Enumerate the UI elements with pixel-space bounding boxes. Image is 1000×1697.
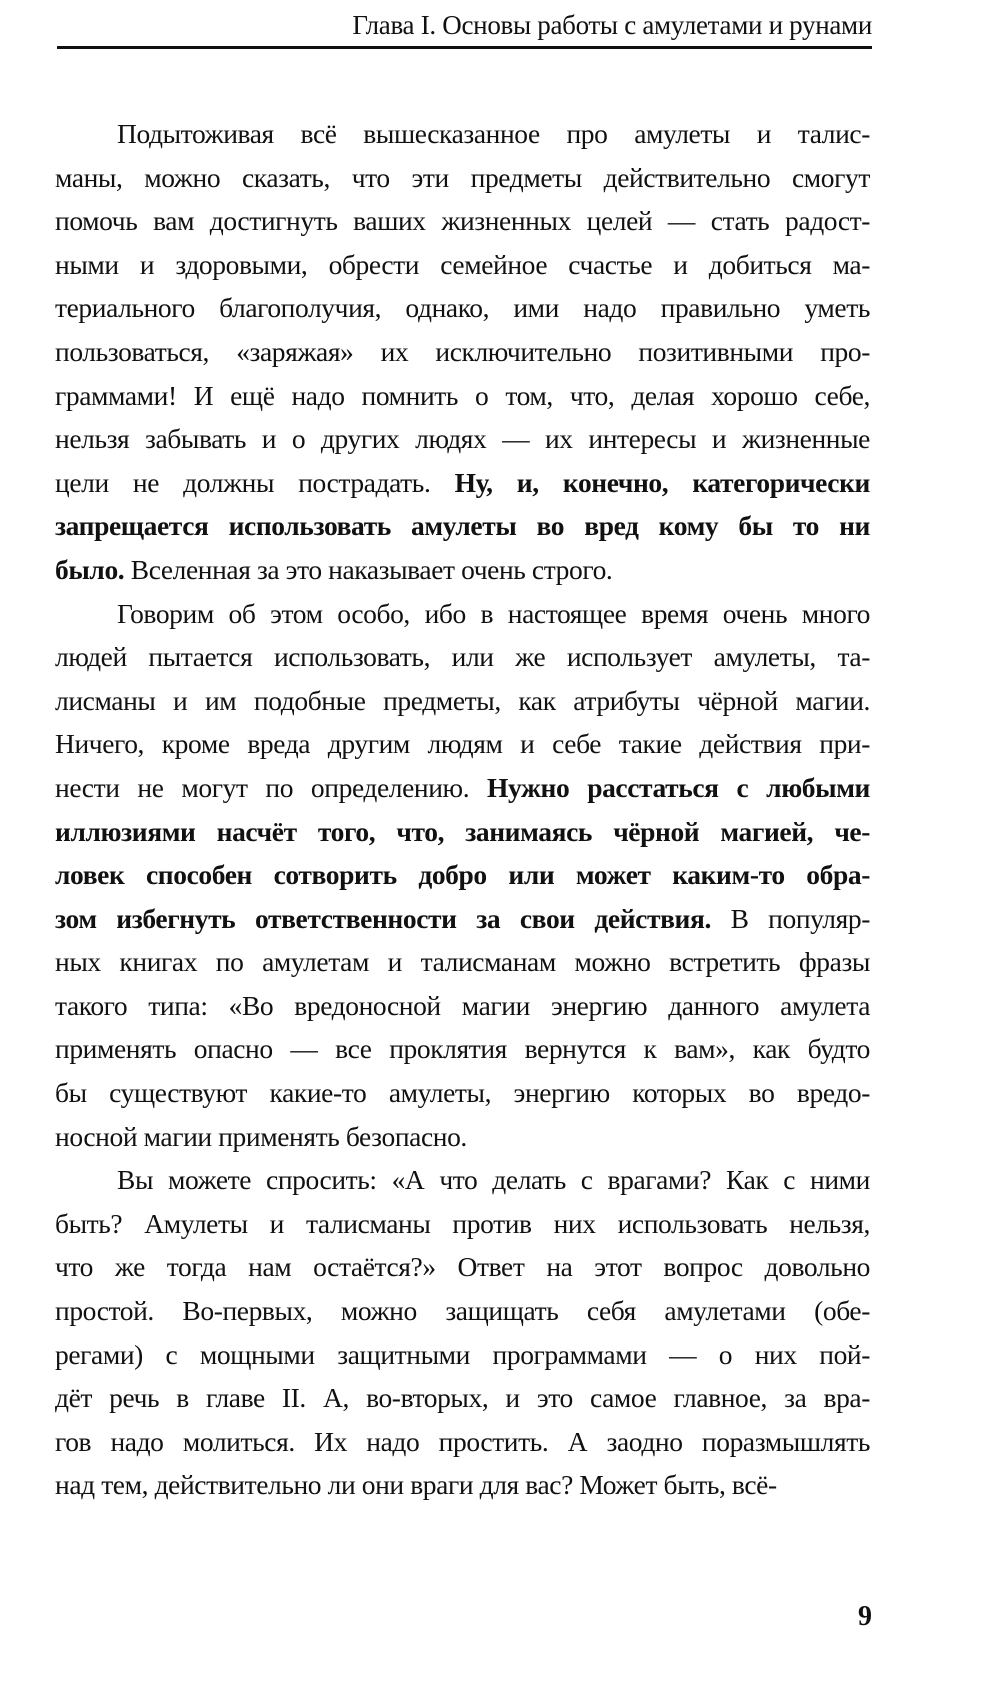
text-line [55,1245,870,1289]
text-line [55,286,870,330]
text-segment: лисманы и им подобные предметы, как атрибуты чёрной магии. [55,684,870,716]
text-segment: граммами! И ещё надо помнить о том, что, делая хорошо себе, [55,379,870,411]
paragraph [55,592,870,1159]
bold-text: Нужно расстаться с любыми [487,771,871,803]
text-line [55,722,870,766]
text-segment: нести не могут по определению. [55,771,488,803]
bold-text: иллюзиями насчёт того, что, занимаясь чёрной магией, че- [55,815,870,847]
text-segment: простой. Во-первых, можно защищать себя амулетами (обе- [55,1295,870,1327]
text-segment: над тем, действительно ли они враги для вас? Может быть, всё- [55,1469,777,1501]
text-line [55,330,870,374]
text-line [55,592,870,636]
text-segment: что же тогда нам остаётся?» Ответ на этот вопрос довольно [55,1251,870,1283]
text-segment: Ничего, кроме вреда другим людям и себе такие действия при- [55,728,870,760]
text-line [55,461,870,505]
text-segment: нельзя забывать и о других людях — их интересы и жизненные [55,423,870,455]
text-segment: гов надо молиться. Их надо простить. А заодно поразмышлять [55,1425,870,1457]
text-line [55,1463,870,1507]
text-line [55,1420,870,1464]
text-line [55,548,870,592]
text-segment: помочь вам достигнуть ваших жизненных целей — стать радост- [55,205,870,237]
text-segment: В популяр- [710,902,870,934]
bold-text: запрещается использовать амулеты во вред кому бы то ни [55,510,870,542]
text-line [55,810,870,854]
page-number: 9 [858,1601,872,1632]
text-segment: ными и здоровыми, обрести семейное счастье и добиться ма- [55,248,870,280]
text-segment: дёт речь в главе II. А, во-вторых, и это самое главное, за вра- [55,1382,870,1414]
text-line [55,1071,870,1115]
text-line [55,1333,870,1377]
text-segment: Вселенная за это наказывает очень строго. [124,553,613,585]
text-segment: маны, можно сказать, что эти предметы действительно смогут [55,161,870,193]
text-line [55,374,870,418]
bold-text: было. [55,553,125,585]
text-line [55,984,870,1028]
text-line [55,853,870,897]
text-line [55,766,870,810]
text-line [55,635,870,679]
text-line [55,1202,870,1246]
text-line [55,1289,870,1333]
text-line [55,417,870,461]
text-line [55,504,870,548]
text-line [55,1376,870,1420]
text-segment: применять опасно — все проклятия вернутся к вам», как будто [55,1033,870,1065]
text-line [55,156,870,200]
text-segment: Говорим об этом особо, ибо в настоящее время очень много [117,597,870,629]
text-segment: людей пытается использовать, или же использует амулеты, та- [55,641,870,673]
text-line [55,1027,870,1071]
text-segment: цели не должны пострадать. [55,466,455,498]
header-rule [57,46,872,49]
text-line [55,940,870,984]
paragraph [55,112,870,592]
text-segment: носной магии применять безопасно. [55,1120,467,1152]
text-line [55,243,870,287]
text-segment: бы существуют какие-то амулеты, энергию которых во вредо- [55,1077,870,1109]
text-segment: регами) с мощными защитными программами — о них пой- [55,1338,870,1370]
text-segment: териального благополучия, однако, ими надо правильно уметь [55,292,870,324]
text-line [55,112,870,156]
text-line [55,1115,870,1159]
text-segment: ных книгах по амулетам и талисманам можно встретить фразы [55,946,870,978]
chapter-title: Глава I. Основы работы с амулетами и рунами [352,10,872,40]
text-line [55,897,870,941]
body-text [55,112,870,1507]
bold-text: ловек способен сотворить добро или может каким-то обра- [55,859,870,891]
text-line [55,679,870,723]
text-segment: Вы можете спросить: «А что делать с врагами? Как с ними [117,1164,870,1196]
text-segment: быть? Амулеты и талисманы против них использовать нельзя, [55,1207,870,1239]
paragraph [55,1158,870,1507]
text-line [55,199,870,243]
bold-text: зом избегнуть ответственности за свои действия. [55,902,711,934]
text-segment: такого типа: «Во вредоносной магии энергию данного амулета [55,989,870,1021]
text-segment: Подытоживая всё вышесказанное про амулеты и талис- [117,118,870,149]
text-line [55,1158,870,1202]
bold-text: Ну, и, конечно, категорически [454,466,871,498]
text-segment: пользоваться, «заряжая» их исключительно позитивными про- [55,335,870,367]
